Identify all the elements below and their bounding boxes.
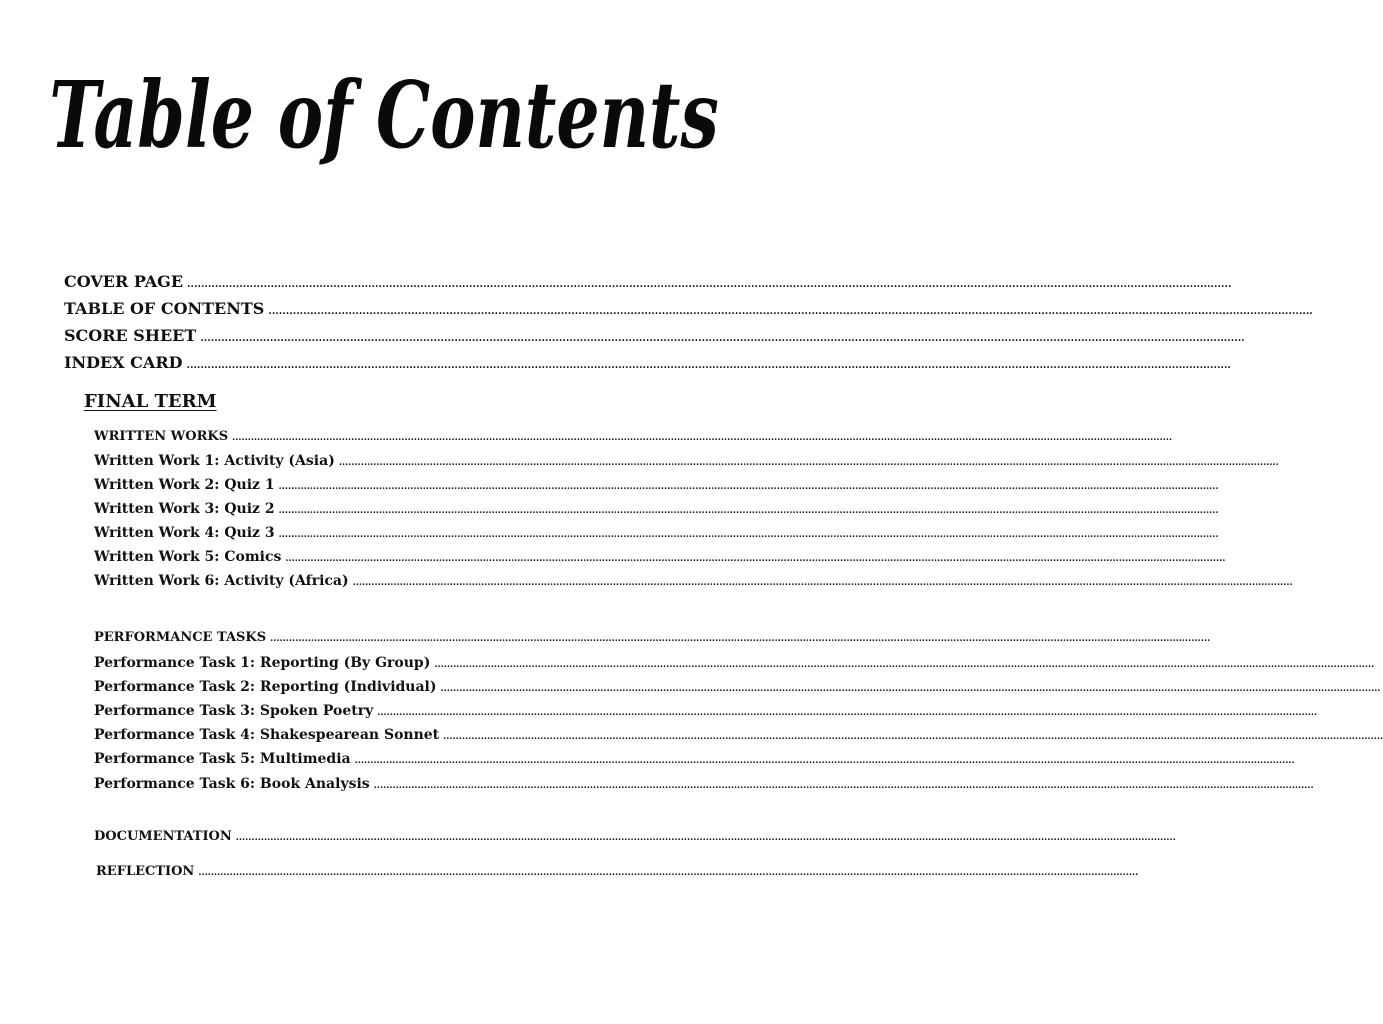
dot-leader: ............................................................................................................................................................................................................................................................................................................ <box>278 530 1219 540</box>
toc-entry-label: SCORE SHEET <box>64 326 197 345</box>
performance-tasks-header <box>94 629 1211 648</box>
toc-entry-label: Written Work 3: Quiz 2 <box>94 501 275 517</box>
toc-entry-label: COVER PAGE <box>64 272 184 291</box>
toc-entry-label: Performance Task 2: Reporting (Individual) <box>94 679 437 695</box>
performance-task-6 <box>94 775 1314 795</box>
dot-leader: ............................................................................................................................................................................................................................................................................................................ <box>434 660 1375 670</box>
written-work-5 <box>94 548 1226 568</box>
dot-leader: ............................................................................................................................................................................................................................................................................................................ <box>440 684 1381 694</box>
performance-task-4 <box>94 726 1383 746</box>
toc-entry-cover-page <box>64 272 1232 295</box>
toc-entry-label: Performance Task 1: Reporting (By Group) <box>94 655 431 671</box>
toc-entry-label: Performance Task 4: Shakespearean Sonnet <box>94 727 440 743</box>
toc-entry-label: Written Work 2: Quiz 1 <box>94 477 275 493</box>
performance-task-1 <box>94 654 1375 674</box>
toc-entry-label: TABLE OF CONTENTS <box>64 299 265 318</box>
toc-entry-label: Performance Task 6: Book Analysis <box>94 776 370 792</box>
toc-entry-index-card <box>64 353 1231 376</box>
dot-leader: ............................................................................................................................................................................................................................................................................................................ <box>443 732 1383 742</box>
toc-entry-label: Written Work 6: Activity (Africa) <box>94 573 349 589</box>
page-title: Table of Contents <box>49 62 719 170</box>
toc-entry-label: WRITTEN WORKS <box>94 429 229 444</box>
toc-entry-label: INDEX CARD <box>64 353 183 372</box>
performance-task-5 <box>94 750 1295 770</box>
toc-entry-label: PERFORMANCE TASKS <box>94 630 267 645</box>
written-work-1 <box>94 452 1279 472</box>
dot-leader: ............................................................................................................................................................................................................................................................................................................ <box>200 333 1245 344</box>
dot-leader: ............................................................................................................................................................................................................................................................................................................ <box>268 306 1313 317</box>
written-work-2 <box>94 476 1219 496</box>
dot-leader: ............................................................................................................................................................................................................................................................................................................ <box>377 708 1318 718</box>
dot-leader: ............................................................................................................................................................................................................................................................................................................ <box>373 781 1314 791</box>
toc-entry-label: DOCUMENTATION <box>94 829 232 844</box>
dot-leader: ............................................................................................................................................................................................................................................................................................................ <box>278 482 1219 492</box>
performance-task-3 <box>94 702 1318 722</box>
toc-entry-label: Performance Task 3: Spoken Poetry <box>94 703 374 719</box>
toc-entry-table-of-contents <box>64 299 1313 322</box>
toc-entry-label: Written Work 1: Activity (Asia) <box>94 453 335 469</box>
dot-leader: ............................................................................................................................................................................................................................................................................................................ <box>186 360 1231 371</box>
dot-leader: ............................................................................................................................................................................................................................................................................................................ <box>278 506 1219 516</box>
dot-leader: ............................................................................................................................................................................................................................................................................................................ <box>187 279 1232 290</box>
performance-task-2 <box>94 678 1381 698</box>
toc-entry-label: Written Work 5: Comics <box>94 549 282 565</box>
dot-leader: ............................................................................................................................................................................................................................................................................................................ <box>354 756 1295 766</box>
dot-leader: ............................................................................................................................................................................................................................................................................................................ <box>235 833 1176 843</box>
dot-leader: ............................................................................................................................................................................................................................................................................................................ <box>198 868 1139 878</box>
toc-entry-label: REFLECTION <box>96 864 195 879</box>
written-work-4 <box>94 524 1219 544</box>
dot-leader: ............................................................................................................................................................................................................................................................................................................ <box>338 458 1279 468</box>
documentation-entry <box>94 828 1176 847</box>
written-work-3 <box>94 500 1219 520</box>
dot-leader: ............................................................................................................................................................................................................................................................................................................ <box>270 634 1211 644</box>
toc-entry-label: Performance Task 5: Multimedia <box>94 751 351 767</box>
dot-leader: ............................................................................................................................................................................................................................................................................................................ <box>232 433 1173 443</box>
toc-entry-label: Written Work 4: Quiz 3 <box>94 525 275 541</box>
dot-leader: ............................................................................................................................................................................................................................................................................................................ <box>285 554 1226 564</box>
written-work-6 <box>94 572 1293 592</box>
dot-leader: ............................................................................................................................................................................................................................................................................................................ <box>352 578 1293 588</box>
reflection-entry <box>96 863 1139 882</box>
written-works-header <box>94 428 1173 447</box>
final-term-heading: FINAL TERM <box>84 391 217 412</box>
toc-entry-score-sheet <box>64 326 1245 349</box>
